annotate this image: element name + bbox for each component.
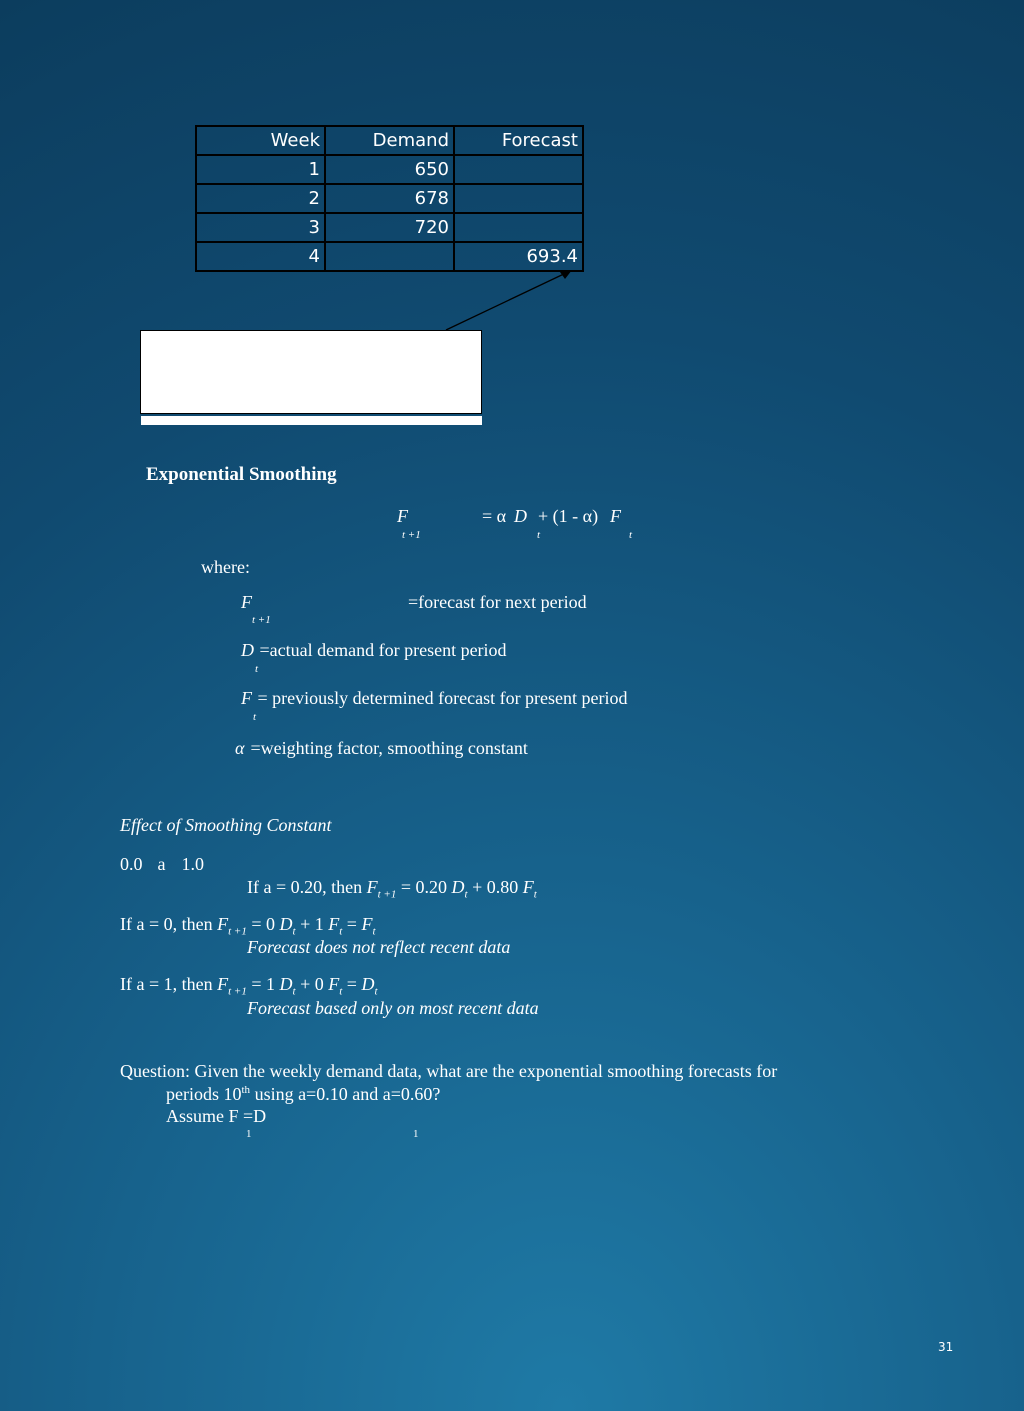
cell-week: 2 [196,184,325,213]
formula-mid: + (1 - α) [538,506,599,526]
def-dt-sub: t [255,663,259,675]
def-alpha-text: =weighting factor, smoothing constant [246,738,528,758]
def-dt-symbol: D [241,640,254,660]
question-line-3: Assume F =D [166,1106,267,1126]
formula-lhs: F [397,506,408,526]
example-text: If a = 0, then [120,914,218,934]
example-text: If a = 0.20, then [247,877,367,897]
example-text: = 0 [246,914,280,934]
example-text: + 1 [295,914,329,934]
def-ft-text: = previously determined forecast for present period [253,688,628,708]
symbol-d: D [279,974,293,994]
callout-box [140,330,482,414]
symbol-f: F [522,877,534,897]
sub-t1: t +1 [377,888,397,901]
assume-d-sub: 1 [413,1128,419,1140]
example-1-note: Forecast based only on most recent data [247,998,539,1018]
header-week: Week [196,126,325,155]
sub-t: t [292,985,296,998]
formula-f-sub: t [629,529,633,541]
question-line-1: Question: Given the weekly demand data, what are the exponential smoothing forecasts for [120,1061,778,1081]
example-0-note: Forecast does not reflect recent data [247,937,511,957]
where-label: where: [201,557,250,577]
cell-week: 4 [196,242,325,271]
example-text: = 0.20 [396,877,452,897]
cell-demand: 678 [325,184,454,213]
header-forecast: Forecast [454,126,583,155]
alpha-range [120,854,204,875]
example-text: = [342,914,362,934]
range-low: 0.0 [120,854,143,874]
example-020 [247,877,537,901]
symbol-f: F [328,914,340,934]
formula-d-sub: t [537,529,541,541]
cell-forecast: 693.4 [454,242,583,271]
example-text: = [342,974,362,994]
range-high: 1.0 [181,854,204,874]
header-demand: Demand [325,126,454,155]
example-1 [120,974,378,998]
symbol-f: F [217,974,229,994]
formula-alpha: = α [482,506,507,526]
example-text: + 0 [295,974,329,994]
def-ft1-text: =forecast for next period [408,592,587,612]
symbol-f: F [328,974,340,994]
sub-t: t [372,925,376,938]
page-number: 31 [938,1340,954,1354]
question-text: periods 10 [166,1084,242,1104]
symbol-d: D [451,877,465,897]
assume-f-sub: 1 [246,1128,252,1140]
symbol-f: F [361,914,373,934]
def-dt-text: =actual demand for present period [255,640,507,660]
def-alpha-symbol: α [235,738,245,758]
range-a: a [157,854,166,874]
def-ft1-sub: t +1 [252,614,271,626]
def-ft1-symbol: F [241,592,252,612]
symbol-f: F [366,877,378,897]
question-line-2 [166,1084,440,1105]
callout-shadow [141,416,482,425]
def-ft-symbol: F [241,688,252,708]
sub-t1: t +1 [228,985,247,998]
sub-t: t [464,888,468,901]
sub-t: t [339,985,343,998]
formula-f: F [610,506,621,526]
example-text: If a = 1, then [120,974,218,994]
sub-t: t [339,925,343,938]
symbol-d: D [279,914,293,934]
sub-t: t [533,888,537,901]
example-text: = 1 [246,974,280,994]
cell-week: 1 [196,155,325,184]
cell-demand: 720 [325,213,454,242]
section-heading: Exponential Smoothing [146,464,337,485]
formula-d: D [514,506,527,526]
effect-title: Effect of Smoothing Constant [120,815,332,835]
sub-t: t [374,985,378,998]
superscript-th: th [241,1084,251,1096]
symbol-d: D [361,974,375,994]
symbol-f: F [217,914,229,934]
question-text: using a=0.10 and a=0.60? [250,1084,441,1104]
example-0 [120,914,376,938]
example-text: + 0.80 [467,877,523,897]
formula-lhs-sub: t +1 [402,529,421,541]
sub-t1: t +1 [228,925,247,938]
def-ft-sub: t [253,711,257,723]
sub-t: t [292,925,296,938]
cell-demand: 650 [325,155,454,184]
cell-week: 3 [196,213,325,242]
